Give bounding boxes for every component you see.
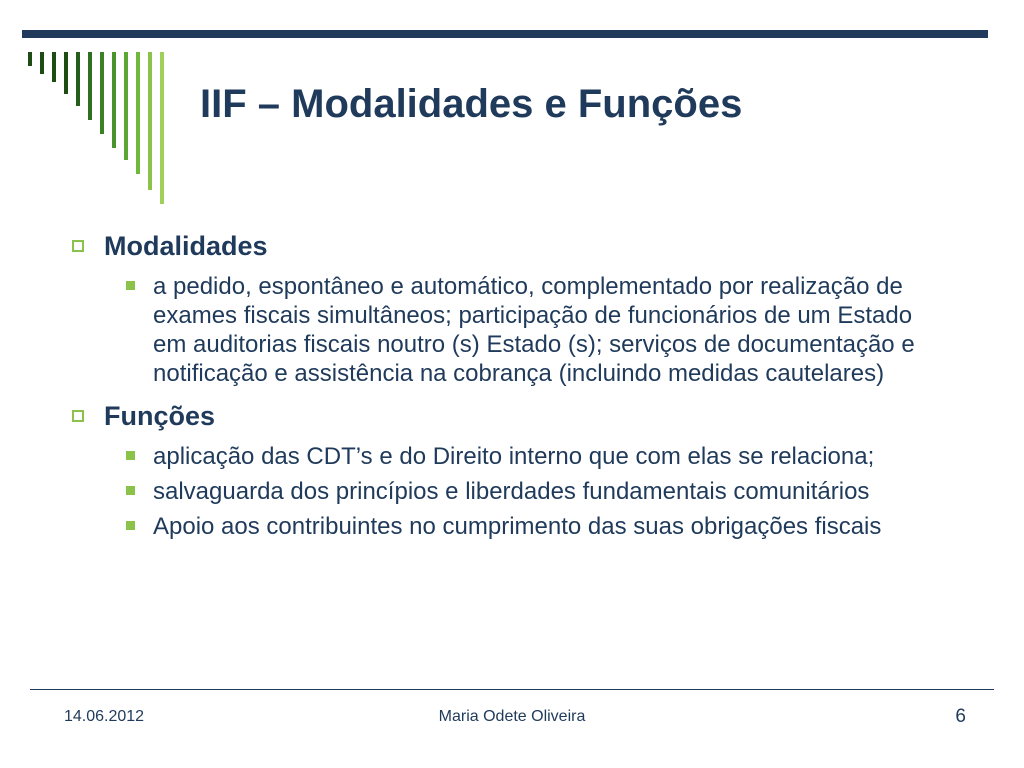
section-heading [72,396,952,436]
decorative-bar [124,52,128,160]
list-item [72,512,952,541]
square-bullet-icon [126,486,135,495]
bullet-list [72,272,952,388]
decorative-bars [0,0,180,210]
slide-content [72,226,952,541]
square-bullet-icon [126,521,135,530]
footer-date: 14.06.2012 [64,708,145,725]
hollow-square-bullet-icon [72,410,84,422]
section-modalidades [72,226,952,388]
decorative-bar [76,52,80,106]
decorative-bar [160,52,164,204]
decorative-bar [112,52,116,148]
decorative-bar [40,52,44,74]
list-item-text: salvaguarda dos princípios e liberdades fundamentais comunitários [153,478,870,505]
hollow-square-bullet-icon [72,240,84,252]
page-number: 6 [955,706,966,727]
footer-rule [30,689,994,690]
section-heading-label: Funções [104,400,216,431]
decorative-bar [100,52,104,134]
decorative-bar [28,52,32,66]
footer-author: Maria Odete Oliveira [438,708,586,725]
list-item [72,272,952,388]
decorative-bar [148,52,152,190]
list-item [72,477,952,506]
slide-title: IIF – Modalidades e Funções [200,82,743,126]
list-item-text: aplicação das CDT’s e do Direito interno que com elas se relaciona; [153,443,875,470]
section-funcoes [72,396,952,541]
list-item-text: Apoio aos contribuintes no cumprimento das suas obrigações fiscais [153,513,882,540]
list-item [72,442,952,471]
decorative-bar [136,52,140,174]
section-heading-label: Modalidades [104,230,268,261]
decorative-bar [52,52,56,82]
decorative-bar [64,52,68,94]
list-item-text: a pedido, espontâneo e automático, complementado por realização de exames fiscais simultâneos; participação de funcionários de um Estado em auditorias fiscais noutro (s) Estado (s); serviços de documentação e notificação e assistência na cobrança (incluindo medidas cautelares) [153,273,915,387]
section-heading [72,226,952,266]
square-bullet-icon [126,451,135,460]
decorative-bar [88,52,92,120]
square-bullet-icon [126,281,135,290]
bullet-list [72,442,952,541]
